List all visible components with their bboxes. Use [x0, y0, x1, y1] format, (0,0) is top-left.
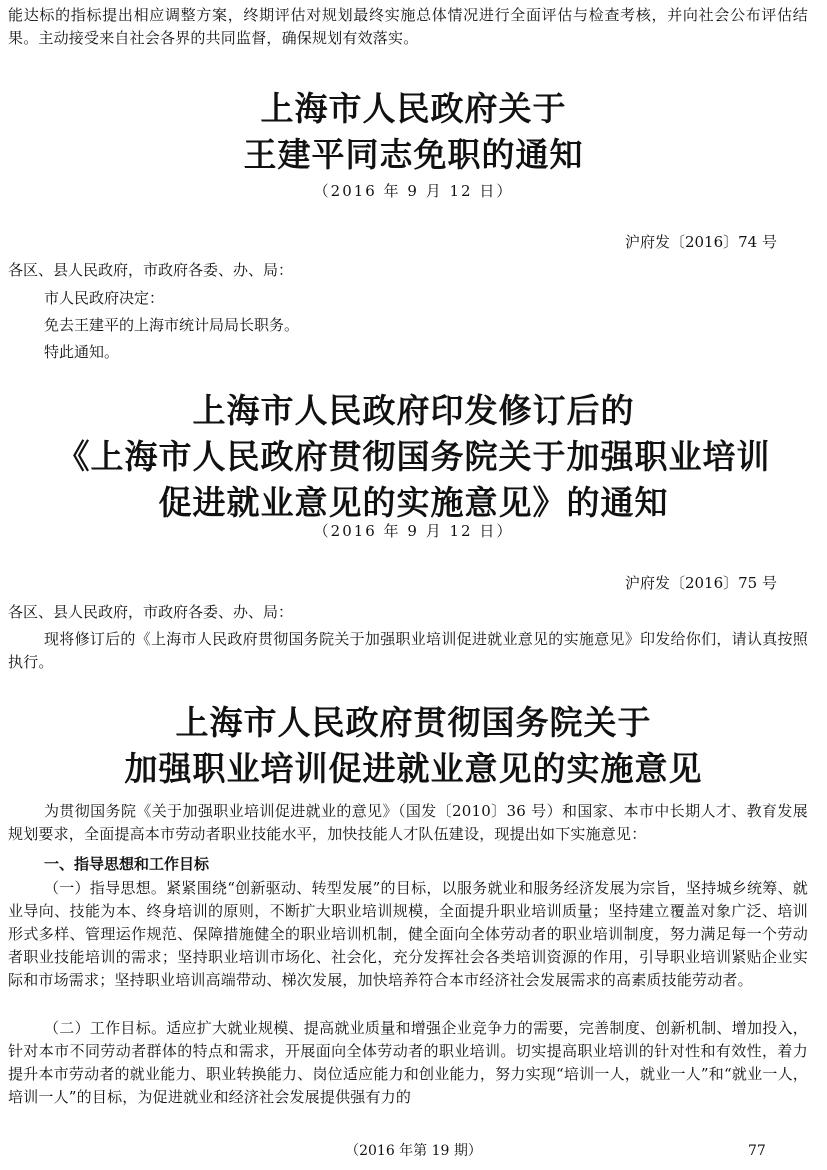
notice1-body-line: 特此通知。	[44, 343, 120, 361]
notice2-date: （2016 年 9 月 12 日）	[313, 522, 514, 540]
notice2-title-line: 《上海市人民政府贯彻国务院关于加强职业培训	[56, 437, 771, 476]
opinion-title-line: 加强职业培训促进就业意见的实施意见	[124, 749, 703, 788]
issue-footer: （2016 年第 19 期）	[345, 1143, 482, 1159]
notice1-body-line: 市人民政府决定：	[44, 289, 165, 307]
notice1-salutation: 各区、县人民政府，市政府各委、办、局：	[8, 261, 294, 279]
continued-paragraph: 能达标的指标提出相应调整方案，终期评估对规划最终实施总体情况进行全面评估与检查考核，并向社会公布评估结果。主动接受来自社会各界的共同监督，确保规划有效落实。	[8, 6, 808, 47]
notice1-title-line: 王建平同志免职的通知	[243, 135, 584, 174]
notice1-title-line: 上海市人民政府关于	[260, 89, 567, 128]
notice1-date: （2016 年 9 月 12 日）	[313, 182, 514, 200]
notice1-body-line: 免去王建平的上海市统计局局长职务。	[44, 316, 300, 334]
work-goals-paragraph: （二）工作目标。适应扩大就业规模、提高就业质量和增强企业竞争力的需要，完善制度、创新机制、增加投入，针对本市不同劳动者群体的特点和需求，开展面向全体劳动者的职业培训。切实提高职业培训的针对性和有效性，着力提升本市劳动者的就业能力、职业转换能力、岗位适应能力和创业能力，努力实现“培训一人，就业一人”和“就业一人，培训一人”的目标，为促进就业和经济社会发展提供强有力的	[8, 1019, 808, 1106]
opinion-title-line: 上海市人民政府贯彻国务院关于	[175, 703, 652, 742]
notice2-title-line: 促进就业意见的实施意见》的通知	[158, 483, 669, 522]
notice2-title	[0, 388, 827, 526]
notice2-doc-number: 沪府发〔2016〕75 号	[624, 574, 777, 592]
opinion-intro: 为贯彻国务院《关于加强职业培训促进就业的意见》（国发〔2010〕36 号）和国家、本市中长期人才、教育发展规划要求，全面提高本市劳动者职业技能水平，加快技能人才队伍建设，现提出如下实施意见：	[8, 802, 808, 843]
notice2-salutation: 各区、县人民政府，市政府各委、办、局：	[8, 603, 294, 621]
section-heading: 一、指导思想和工作目标	[44, 855, 210, 873]
notice1-doc-number: 沪府发〔2016〕74 号	[624, 233, 777, 251]
notice2-title-line: 上海市人民政府印发修订后的	[192, 391, 635, 430]
notice2-body: 现将修订后的《上海市人民政府贯彻国务院关于加强职业培训促进就业意见的实施意见》印发给你们，请认真按照执行。	[8, 630, 808, 671]
page-number: 77	[748, 1143, 766, 1159]
notice1-title	[0, 86, 827, 178]
guiding-ideology-paragraph: （一）指导思想。紧紧围绕“创新驱动、转型发展”的目标，以服务就业和服务经济发展为宗旨，坚持城乡统筹、就业导向、技能为本、终身培训的原则，不断扩大职业培训规模，全面提升职业培训质量；坚持建立覆盖对象广泛、培训形式多样、管理运作规范、保障措施健全的职业培训机制，健全面向全体劳动者的职业培训制度，努力满足每一个劳动者职业技能培训的需求；坚持职业培训市场化、社会化，充分发挥社会各类培训资源的作用，引导职业培训紧贴企业实际和市场需求；坚持职业培训高端带动、梯次发展，加快培养符合本市经济社会发展需求的高素质技能劳动者。	[8, 879, 808, 989]
opinion-title	[0, 700, 827, 792]
